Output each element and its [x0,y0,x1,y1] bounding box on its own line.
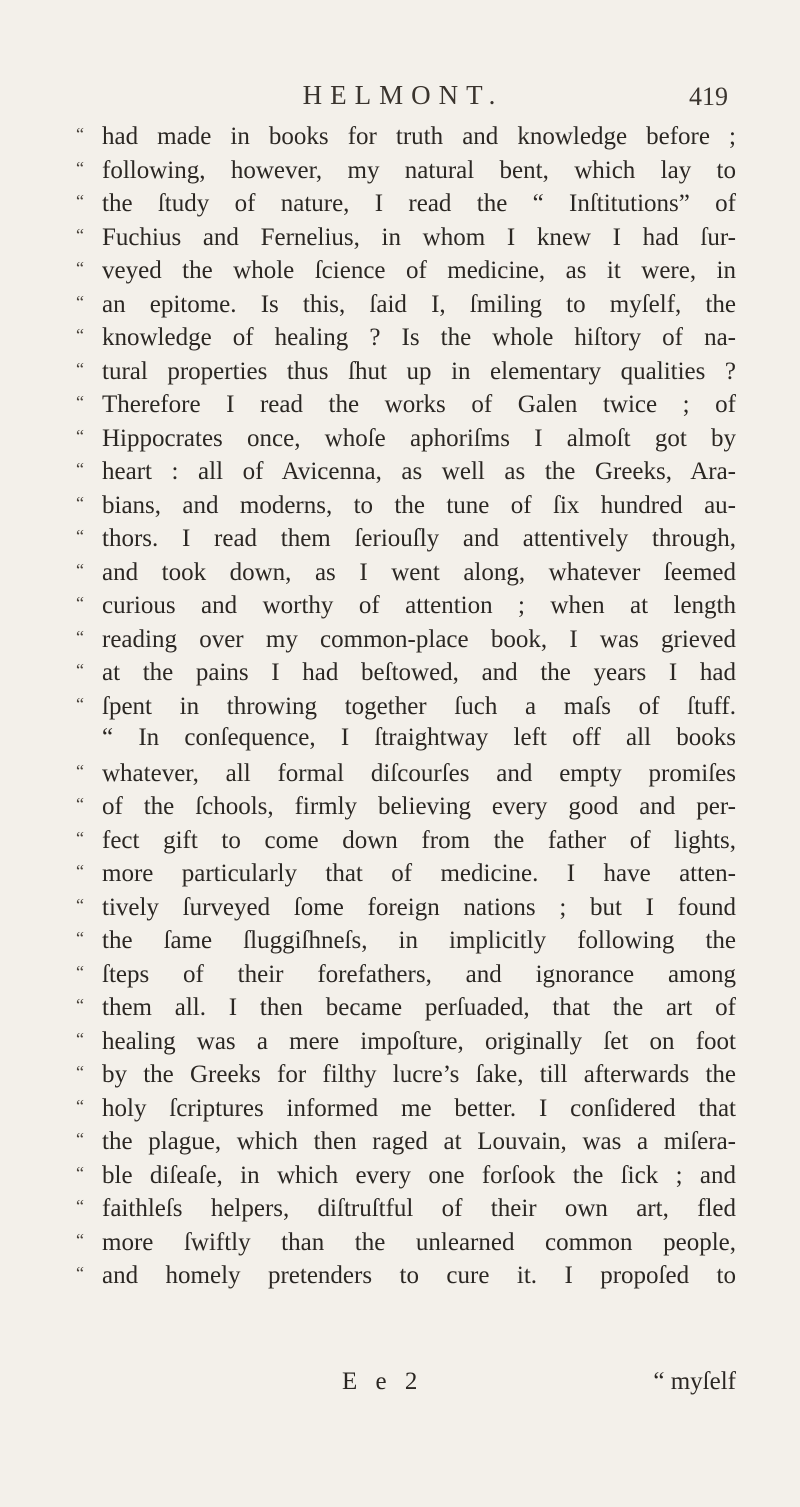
text-line [76,621,736,655]
line-text: holy ſcriptures informed me better. I conſidered that [102,1094,736,1122]
text-line [76,688,736,722]
text-line [76,520,736,554]
text-line [76,755,736,789]
line-text: “ In conſequence, I ſtraightway left off all books [102,724,736,751]
quote-mark: “ [76,191,84,211]
line-text: and took down, as I went along, whatever ſeemed [102,558,736,586]
quote-mark: “ [76,157,84,178]
quote-mark: “ [76,626,84,647]
line-text: by the Greeks for filthy lucre’s ſake, till afterwards the [102,1061,736,1088]
line-text: ble diſeaſe, in which every one forſook the ſick ; and [102,1161,736,1189]
quote-mark: “ [76,1229,84,1250]
text-line [76,152,736,186]
text-line [76,956,736,990]
text-line [76,889,736,923]
line-text: heart : all of Avicenna, as well as the Greeks, Ara- [102,458,736,485]
text-line [76,353,736,387]
line-text: veyed the whole ſcience of medicine, as it were, in [102,257,736,284]
text-line [76,420,736,454]
text-line [76,1157,736,1191]
quote-mark: “ [76,392,84,412]
line-text: at the pains I had beſtowed, and the years I had [102,659,736,686]
text-line [76,788,736,822]
quote-mark: “ [76,425,84,446]
quote-mark: “ [76,1162,84,1183]
line-text: reading over my common-place book, I was grieved [102,625,736,653]
text-line [76,118,736,152]
quote-mark: “ [76,224,84,245]
text-line [76,252,736,286]
catchword: “ myſelf [653,1368,736,1395]
text-line [76,554,736,588]
text-line [76,185,736,219]
text-line [76,487,736,521]
quote-mark: “ [76,1062,84,1082]
quote-mark: “ [76,794,84,814]
text-line [76,989,736,1023]
text-line [76,1224,736,1258]
quote-mark: “ [76,459,84,479]
signature-mark: E e 2 [342,1368,424,1395]
line-text: an epitome. Is this, ſaid I, ſmiling to myſelf, the [102,290,736,318]
line-text: ſteps of their forefathers, and ignorance among [102,960,736,988]
quote-mark: “ [76,1095,84,1116]
line-text: the ſame ſluggiſhneſs, in implicitly following the [102,927,736,954]
quote-mark: “ [76,660,84,680]
line-text: fect gift to come down from the father of lights, [102,826,736,854]
line-text: ſpent in throwing together ſuch a maſs of ſtuff. [102,692,736,720]
line-text: curious and worthy of attention ; when at length [102,592,736,619]
text-line [76,922,736,956]
running-head: HELMONT. [302,80,504,110]
page-header [78,80,728,120]
text-line [76,1056,736,1090]
quote-mark: “ [76,258,84,278]
line-text: the plague, which then raged at Louvain, was a miſera- [102,1128,736,1155]
quote-mark: “ [76,526,84,546]
quote-mark: “ [76,861,84,881]
line-text: tively ſurveyed ſome foreign nations ; but I found [102,893,736,921]
text-line [76,654,736,688]
line-text: thors. I read them ſeriouſly and attentively through, [102,525,736,552]
line-text: Therefore I read the works of Galen twice ; of [102,391,736,418]
line-text: bians, and moderns, to the tune of ſix hundred au- [102,491,736,519]
line-text: more particularly that of medicine. I have atten- [102,860,736,887]
line-text: more ſwiftly than the unlearned common people, [102,1228,736,1256]
line-text: Fuchius and Fernelius, in whom I knew I had ſur- [102,223,736,251]
text-line [76,855,736,889]
quote-mark: “ [76,1028,84,1049]
text-line [76,286,736,320]
line-text: of the ſchools, firmly believing every good and per- [102,793,736,820]
quote-mark: “ [76,358,84,379]
quote-mark: “ [76,1196,84,1216]
page-footer [76,1368,736,1402]
quote-mark: “ [76,325,84,345]
quote-mark: “ [76,593,84,613]
quote-mark: “ [76,559,84,580]
quote-mark: “ [76,894,84,915]
quote-mark: “ [76,1129,84,1149]
line-text: them all. I then became perſuaded, that the art of [102,994,736,1021]
text-line [76,1190,736,1224]
text-line [76,1123,736,1157]
line-text: knowledge of healing ? Is the whole hiſtory of na- [102,324,736,351]
text-line [76,219,736,253]
line-text: healing was a mere impoſture, originally ſet on foot [102,1027,736,1055]
text-line [76,1090,736,1124]
line-text: following, however, my natural bent, which lay to [102,156,736,184]
line-text: had made in books for truth and knowledge before ; [102,123,736,150]
text-line [76,386,736,420]
quote-mark: “ [76,291,84,312]
body-text [76,118,736,1291]
text-line [76,1257,736,1291]
text-line [76,587,736,621]
line-text: tural properties thus ſhut up in elementary qualities ? [102,357,736,385]
line-text: and homely pretenders to cure it. I propoſed to [102,1262,736,1289]
quote-mark: “ [76,928,84,948]
text-line [76,453,736,487]
text-line [76,1023,736,1057]
line-text: faithleſs helpers, diſtruſtful of their own art, fled [102,1195,736,1222]
text-line [76,822,736,856]
quote-mark: “ [76,827,84,848]
line-text: the ſtudy of nature, I read the “ Inſtitutions” of [102,190,736,217]
text-line [76,319,736,353]
text-line [76,721,736,755]
quote-mark: “ [76,1263,84,1283]
quote-mark: “ [76,693,84,714]
line-text: Hippocrates once, whoſe aphoriſms I almoſt got by [102,424,736,452]
quote-mark: “ [76,961,84,982]
quote-mark: “ [76,995,84,1015]
page-number: 419 [689,82,728,111]
line-text: whatever, all formal diſcourſes and empty promiſes [102,759,736,787]
quote-mark: “ [76,492,84,513]
quote-mark: “ [76,760,84,781]
quote-mark: “ [76,124,84,144]
